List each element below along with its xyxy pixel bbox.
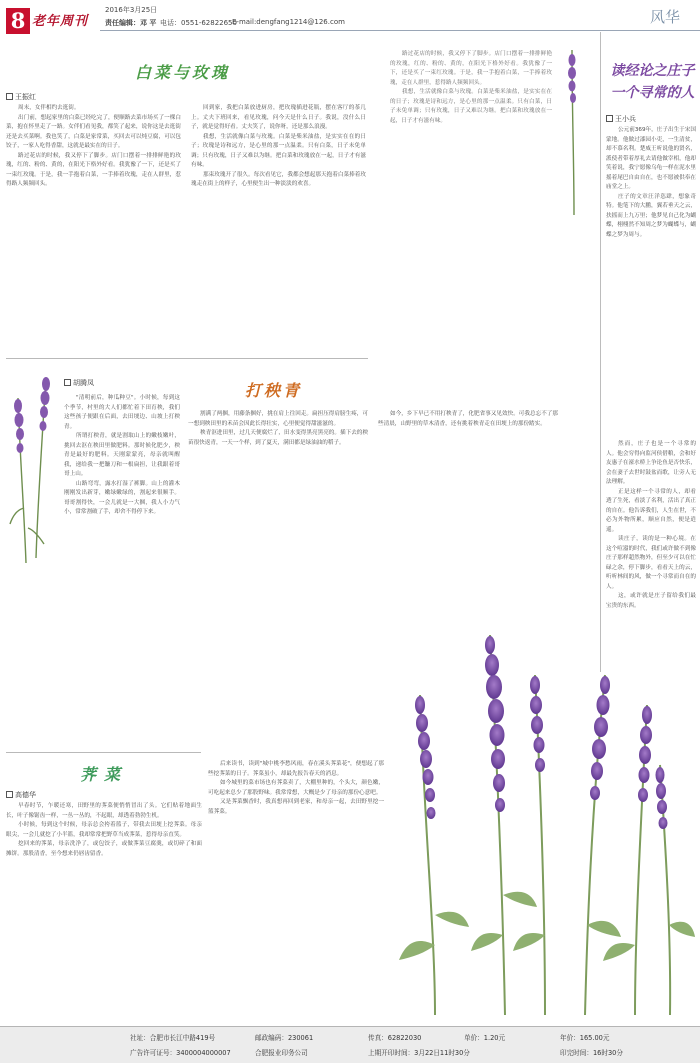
editor-email: E-mail:dengfang1214@126.com [232,18,345,26]
paragraph: 山路弯弯，露水打湿了裤脚。山上的灌木刚刚发出新芽，嫩绿嫩绿的，割起来很顺手。哥哥割得快，一会儿就是一大捆，我人小力气小，常常割破了手，却舍不得停下来。 [64,480,180,515]
paragraph: 那束玫瑰开了很久。每次看见它，我都会想起那天抱着白菜捧着玫瑰走在街上的样子，心里便生出一种淡淡的欢喜。 [191,171,366,187]
paragraph: 公元前369年，庄子出生于宋国蒙地。他做过漆园小吏，一生清贫，却不慕名利。楚威王听说他的贤名，派使者带着厚礼去请他做宰相，他却笑着说，我宁愿像乌龟一样在泥水里摇着尾巴自由自在，也不愿被供奉在庙堂之上。 [606,127,696,190]
article-body-shepherds-purse-col2 [208,760,384,1018]
page-number: 8 [6,8,30,34]
paragraph: 早春时节，乍暖还寒，田野里的荠菜便悄悄冒出了头。它们贴着地面生长，叶子像锯齿一样，一丛一丛的，不起眼，却透着勃勃生机。 [6,803,202,819]
editor-credit: 责任编辑：邓 平 [105,19,157,27]
footer-postcode: 邮政编码：230061 [255,1034,314,1042]
paragraph: 秧青沤进田里，过几天便腐烂了，田水变得黑亮黑亮的。插下去的秧苗很快返青，一天一个样，到了夏天，满田都是绿油油的稻子。 [188,430,368,446]
article-author: 王振红 [6,92,36,102]
section-divider [6,358,368,359]
page-footer [0,1026,700,1063]
article-author: 胡腾凤 [64,378,94,388]
footer-print-end: 印完时间：16时30分 [560,1049,623,1057]
footer-address: 社址：合肥市长江中路419号 [130,1034,216,1042]
paragraph: 小时候，每到这个时候，母亲总会挎着篮子，带我去田埂上挖荠菜。母亲眼尖，一会儿就挖了小半篮，我却常常把野草当成荠菜，惹得母亲直笑。 [6,822,202,838]
article-title-shepherds-purse: 荠菜 [80,765,129,784]
paragraph: "清明前后，种瓜种豆"。小时候，每到这个季节，村里的大人们都忙着下田育秧，我们这些孩子便跟在后面，去田埂边、山坡上打秧青。 [64,395,180,430]
paragraph: 割满了两捆，用藤条捆好，挑在肩上往回走。扁担压得肩膀生疼，可一想到秧田里的禾苗会因此长得壮实，心里便觉得甜滋滋的。 [188,411,368,427]
article-body-da-yang-qing-col1 [64,394,180,704]
lavender-illustration-icon [395,615,695,1020]
paragraph: 读庄子，读的是一种心境。在这个喧嚣的时代，我们或许做不到像庄子那样超然物外，但至少可以在忙碌之余，停下脚步，看看天上的云，听听林间的风，做一个寻常而自在的人。 [606,536,696,590]
section-divider [6,752,201,753]
article-title-cabbage-rose: 白菜与玫瑰 [135,63,231,82]
paragraph: 所谓打秧青，就是割取山上的嫩枝嫩叶，挑回去沤在秧田里做肥料。那时候化肥少，秧青是最好的肥料。天刚蒙蒙亮，母亲就叫醒我，递给我一把镰刀和一根扁担，让我跟着哥哥上山。 [64,433,180,477]
paragraph: 又是荠菜飘香时，我真想再回到老家，和母亲一起，去田野里挖一篮荠菜。 [208,799,384,815]
page-header [0,0,700,40]
paragraph: 这，或许就是庄子留给我们最宝贵的东西。 [606,593,696,609]
masthead-logo: 老年周刊 [32,14,89,29]
article-title-zhuangzi: 读经论之庄子一个寻常的人 [610,63,695,101]
footer-fax: 传真：62822030 [368,1034,422,1042]
paragraph: 如今城里的菜市场也有荠菜卖了，大棚里种的，个头大，颜色嫩，可吃起来总少了那股野味。我常常想，大概是少了母亲的那份心意吧。 [208,780,384,796]
paragraph: 回到家，我把白菜放进厨房，把玫瑰插进花瓶，摆在客厅的茶几上。丈夫下班回来，看见玫瑰，问今天是什么日子。我说，没什么日子，就是觉得好看。丈夫笑了，说你呀，还是那么浪漫。 [191,105,366,130]
column-divider [600,32,601,672]
paragraph: 路过花店的时候，我又停下了脚步。店门口摆着一排排鲜艳的玫瑰，红的、粉的、黄的，在阳光下格外好看。我犹豫了一下，还是买了一束红玫瑰。于是，我一手抱着白菜，一手捧着玫瑰，走在人群里，惹得路人频频回头。 [6,152,181,187]
paragraph: 我想，生活就像白菜与玫瑰。白菜是柴米油盐，是实实在在的日子；玫瑰是诗和远方，是心里的那一点温柔。只有白菜，日子未免单调；只有玫瑰，日子又难以为继。把白菜和玫瑰放在一起，日子才有滋有味。 [191,133,366,168]
paragraph: 然而，庄子也是一个寻常的人。他会穷得向监河侯借粮，会和好友惠子在濠水桥上争论鱼是否快乐，会在妻子去世时鼓盆而歌，让旁人无法理解。 [606,441,696,485]
header-rule [100,30,700,31]
article-body-zhuangzi-col1 [606,126,696,436]
section-name: 风华 [650,8,681,26]
editor-phone: 电话：0551-62822650 [160,19,237,27]
paragraph: 挖回来的荠菜，母亲洗净了，或包饺子，或做荠菜豆腐羹，或切碎了和面摊饼。那股清香，至今想来仍唇齿留香。 [6,841,202,857]
article-body-shepherds-purse-col1 [6,802,202,1020]
paragraph: 路过花店的时候，我又停下了脚步。店门口摆着一排排鲜艳的玫瑰，红的、粉的、黄的，在阳光下格外好看。我犹豫了一下，还是买了一束红玫瑰。于是，我一手抱着白菜，一手捧着玫瑰，走在人群里，惹得路人频频回头。 [390,51,552,86]
paragraph: 正是这样一个寻常的人，却看透了生死，看淡了名利，活出了真正的自在。他告诉我们，人生在世，不必为外物所累，顺应自然，便是逍遥。 [606,488,696,533]
article-author: 王小兵 [606,114,636,124]
footer-unit-price: 单价：1.20元 [464,1034,506,1042]
footer-printer: 合肥报业印务公司 [255,1049,308,1057]
article-body-da-yang-qing-col2 [188,410,558,640]
lavender-sprig-icon [560,40,590,220]
paragraph: 后来读书，读到"城中桃李愁风雨，春在溪头荠菜花"，便想起了那些挖荠菜的日子。荠菜虽小，却最先报告春天的消息。 [208,761,384,777]
paragraph: 庄子的文章汪洋恣肆，想象奇特。他笔下的大鹏，翼若垂天之云，扶摇而上九万里；他梦见自己化为蝴蝶，栩栩然不知周之梦为蝴蝶与，蝴蝶之梦为周与。 [606,193,696,238]
footer-print-start: 上期开印时间：3月22日11时30分 [368,1049,470,1057]
issue-date: 2016年3月25日 [105,6,158,14]
article-body-upper-center [390,50,552,380]
article-body-cabbage-rose [6,104,366,350]
paragraph: 如今，乡下早已不用打秧青了，化肥省事又见效快。可我总忘不了那些清晨，山野里的草木清香，还有挑着秧青走在田埂上的那份踏实。 [378,411,558,427]
footer-annual-price: 年价：165.00元 [560,1034,610,1042]
article-author: 高德华 [6,790,36,800]
paragraph: 周末，女伴相约去逛街。 [18,105,80,111]
article-title-da-yang-qing: 打秧青 [245,381,303,400]
paragraph: 我想，生活就像白菜与玫瑰。白菜是柴米油盐，是实实在在的日子；玫瑰是诗和远方，是心里的那一点温柔。只有白菜，日子未免单调；只有玫瑰，日子又难以为继。把白菜和玫瑰放在一起，日子才有滋有味。 [390,89,552,124]
footer-ad-license: 广告许可证号：3400004000007 [130,1049,231,1057]
lavender-sprig-icon [6,358,58,570]
paragraph: 出门前，想起家里的白菜已经吃完了，便顺路去菜市场买了一棵白菜，抱在怀里走了一路。女伴们看见我，都笑了起来，说你这是去逛街还是去买菜啊。我也笑了，白菜是家常菜，买回去可以炖豆腐，可以包饺子，一家人吃得香甜，这就是最实在的日子。 [6,114,181,149]
